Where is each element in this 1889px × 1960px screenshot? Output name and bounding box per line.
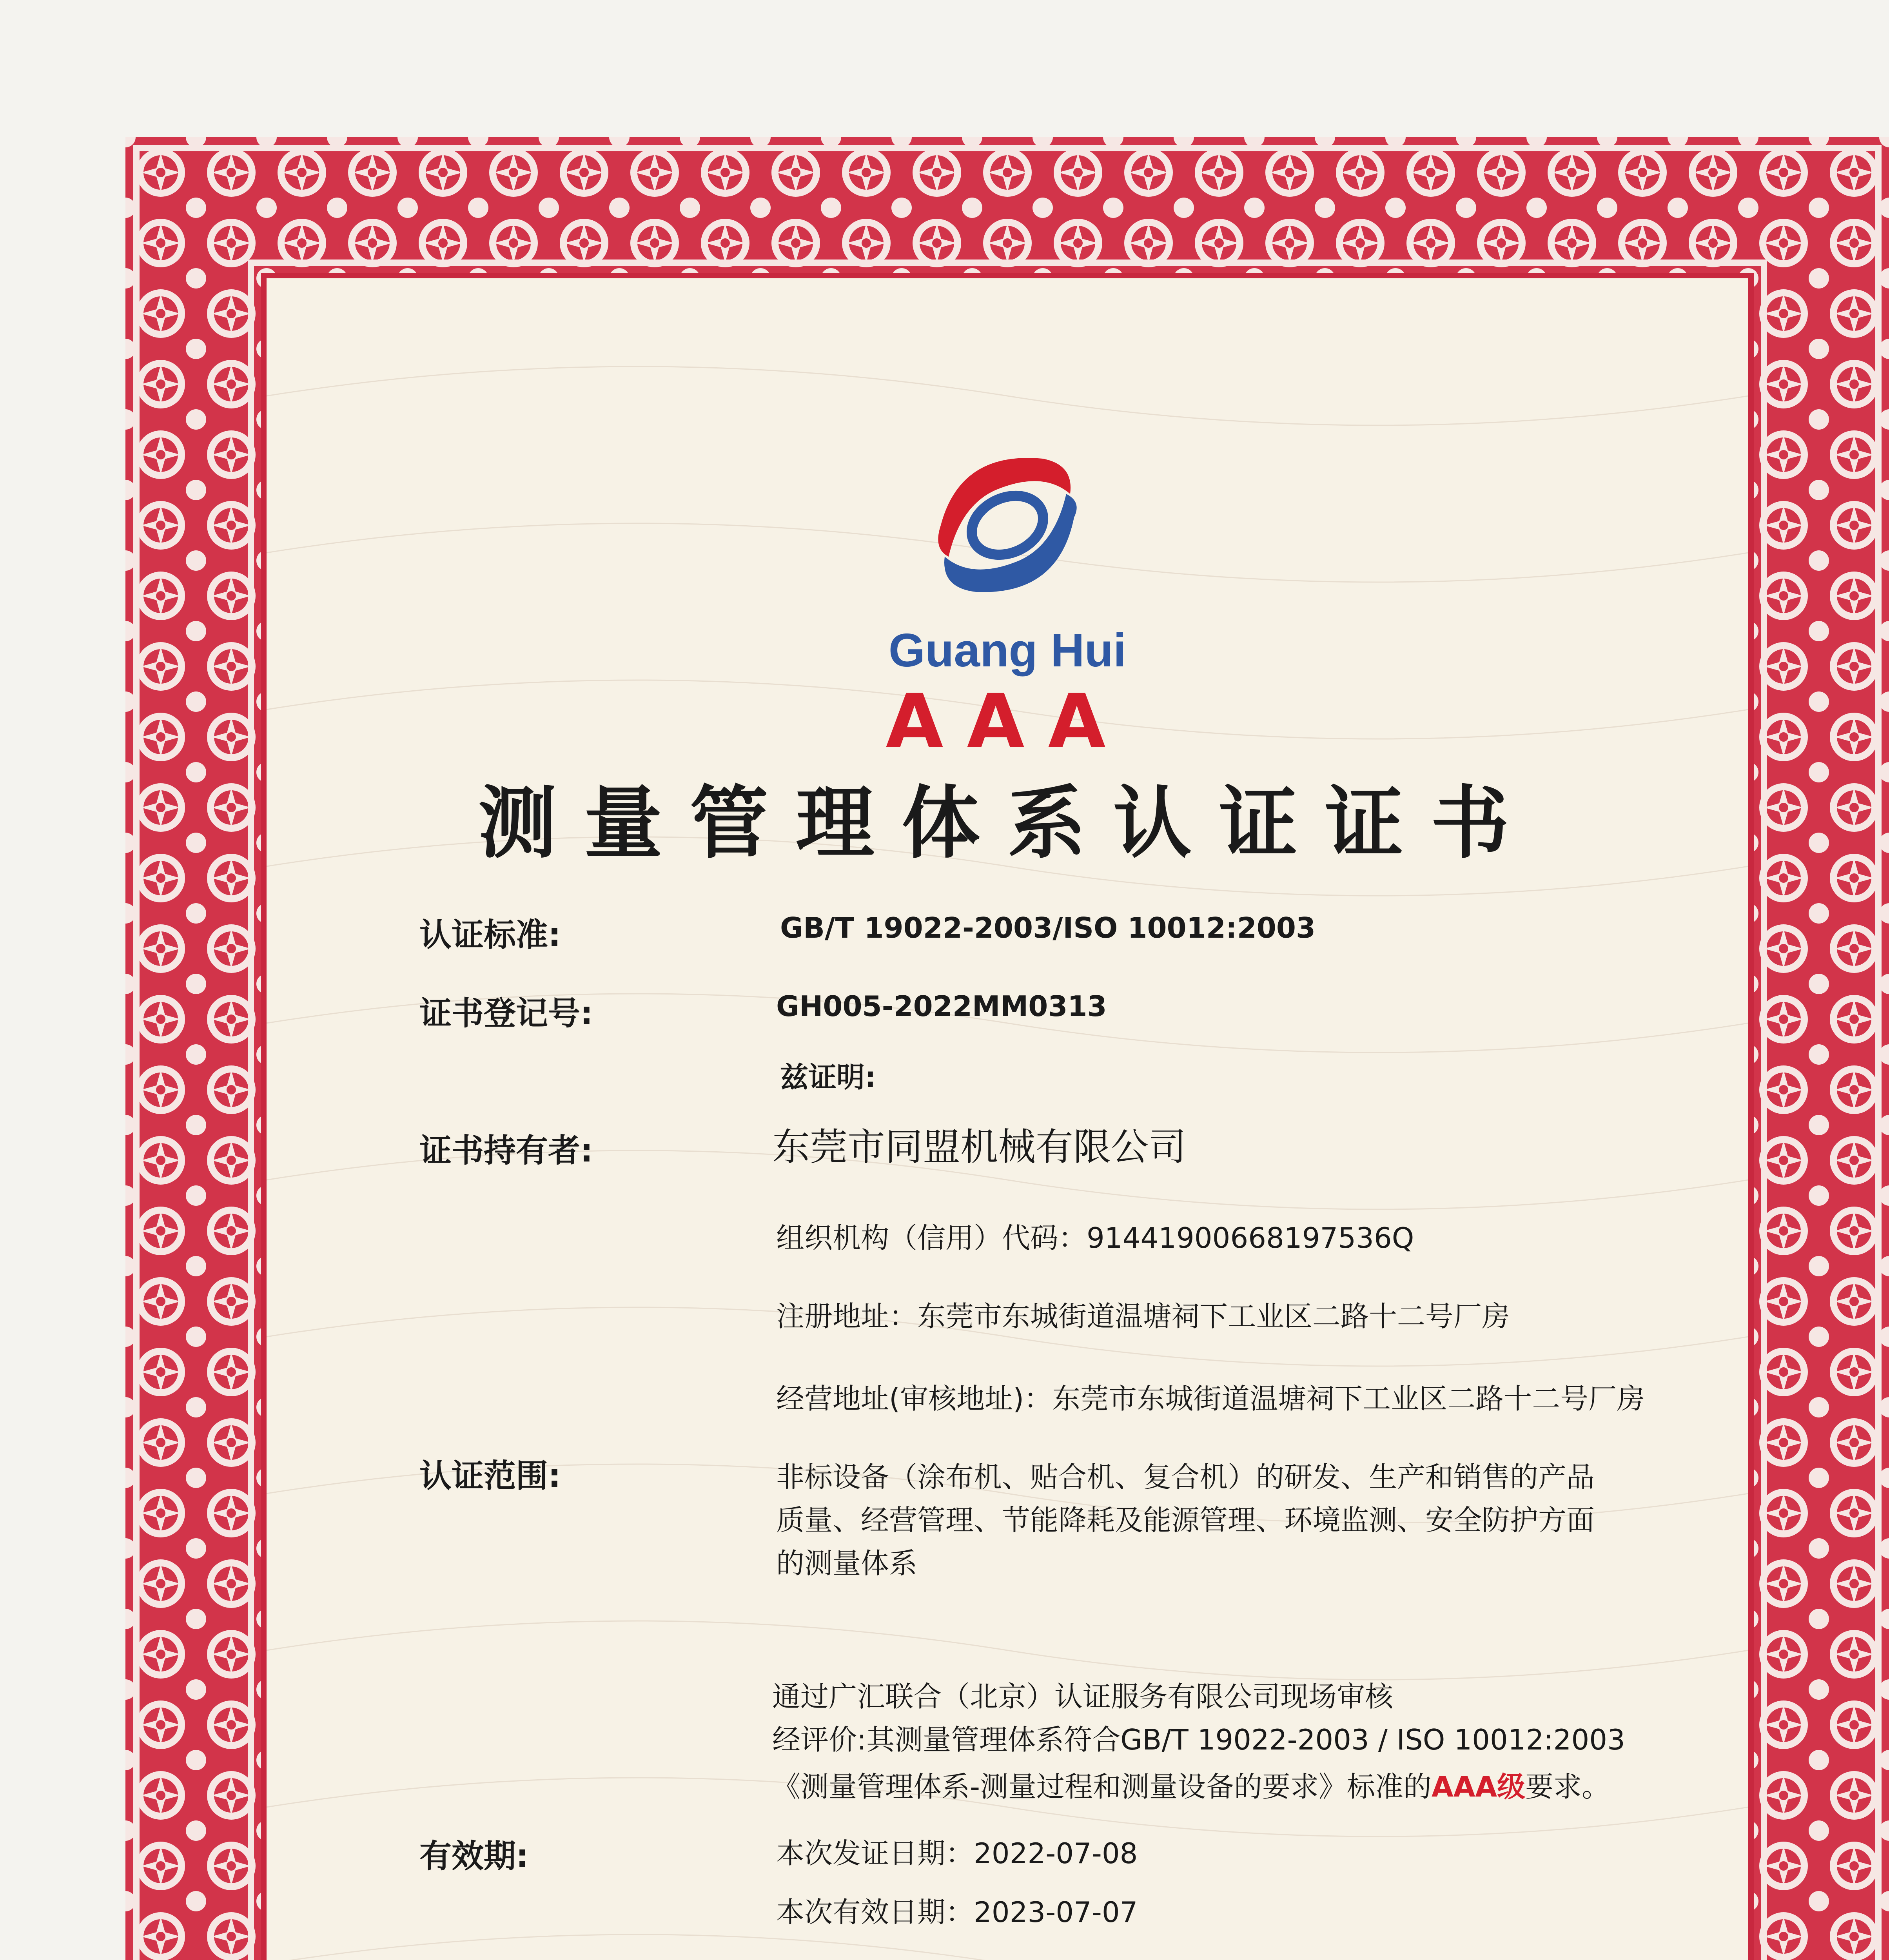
scope-label: 认证范围: bbox=[419, 1457, 561, 1495]
audit-line-1: 通过广汇联合（北京）认证服务有限公司现场审核 bbox=[772, 1680, 1394, 1713]
holder-label: 证书持有者: bbox=[419, 1132, 593, 1169]
scope-line-2: 质量、经营管理、节能降耗及能源管理、环境监测、安全防护方面 bbox=[776, 1504, 1595, 1537]
expiry-date: 本次有效日期：2023-07-07 bbox=[776, 1896, 1138, 1929]
scope-line-1: 非标设备（涂布机、贴合机、复合机）的研发、生产和销售的产品 bbox=[776, 1461, 1595, 1494]
scope-line-3: 的测量体系 bbox=[776, 1547, 918, 1580]
certificate-body bbox=[267, 278, 1748, 1960]
certificate-title: 测量管理体系认证证书 bbox=[478, 778, 1537, 869]
grade-aaa: AAA bbox=[886, 678, 1129, 765]
guanghui-logo-icon bbox=[913, 427, 1101, 623]
audit-line-3: 《测量管理体系-测量过程和测量设备的要求》标准的AAA级要求。 bbox=[772, 1770, 1610, 1803]
aaa-grade-highlight: AAA级 bbox=[1431, 1770, 1526, 1803]
registered-address: 注册地址：东莞市东城街道温塘祠下工业区二路十二号厂房 bbox=[776, 1300, 1510, 1333]
validity-label: 有效期: bbox=[419, 1838, 529, 1875]
standard-value: GB/T 19022-2003/ISO 10012:2003 bbox=[780, 911, 1316, 944]
standard-label: 认证标准: bbox=[419, 916, 561, 954]
hereby-text: 兹证明: bbox=[780, 1061, 876, 1094]
registration-label: 证书登记号: bbox=[419, 995, 593, 1032]
registration-value: GH005-2022MM0313 bbox=[776, 990, 1107, 1023]
brand-name: Guang Hui bbox=[888, 624, 1127, 677]
operating-address: 经营地址(审核地址)：东莞市东城街道温塘祠下工业区二路十二号厂房 bbox=[776, 1382, 1645, 1415]
issue-date: 本次发证日期：2022-07-08 bbox=[776, 1837, 1138, 1870]
holder-name: 东莞市同盟机械有限公司 bbox=[772, 1125, 1186, 1169]
certificate bbox=[125, 137, 1889, 1960]
org-code: 组织机构（信用）代码：91441900668197536Q bbox=[776, 1221, 1414, 1254]
audit-line-2: 经评价:其测量管理体系符合GB/T 19022-2003 / ISO 10012:2003 bbox=[772, 1723, 1625, 1756]
